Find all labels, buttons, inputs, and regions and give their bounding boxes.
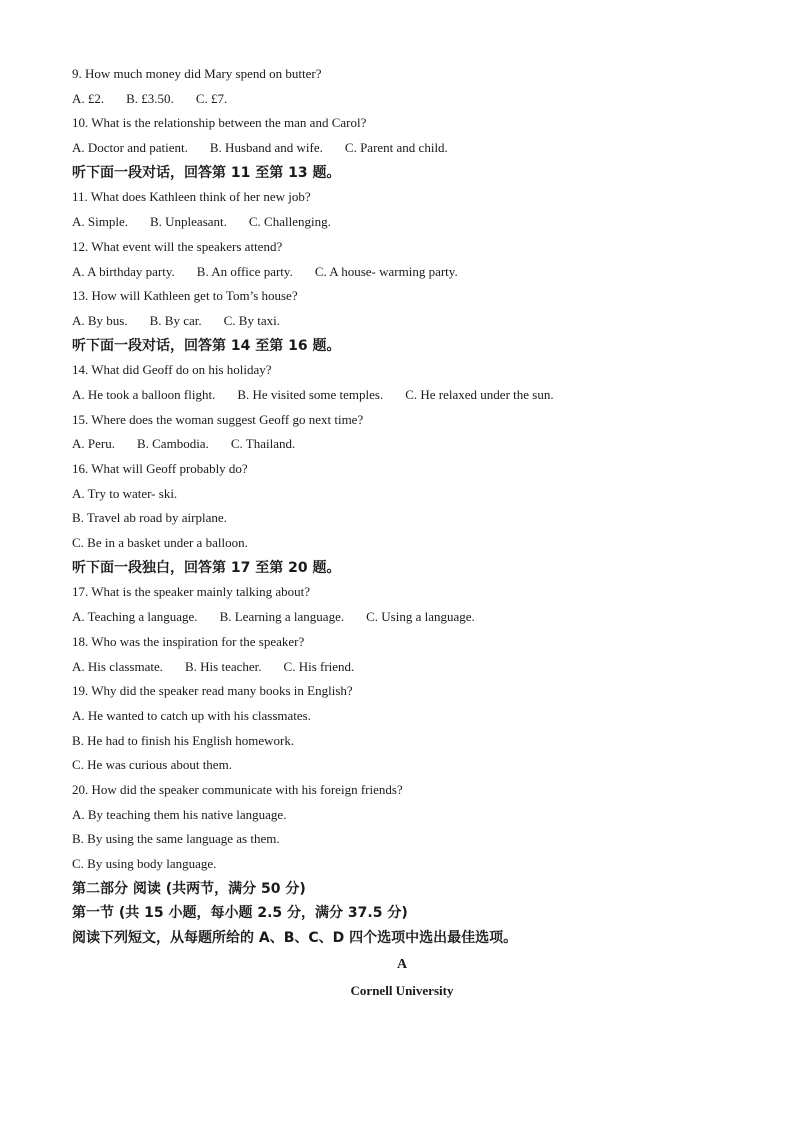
option: C. His friend. <box>283 658 355 674</box>
question-9: 9. How much money did Mary spend on butter? <box>72 66 322 81</box>
passage-title: Cornell University <box>350 983 454 999</box>
option: C. £7. <box>195 90 228 106</box>
option: B. He visited some temples. <box>237 386 384 402</box>
document-page <box>72 62 732 1004</box>
option: A. By teaching them his native language. <box>72 806 287 822</box>
option: B. Cambodia. <box>136 436 209 452</box>
options-12 <box>72 260 732 285</box>
option: C. He relaxed under the sun. <box>405 386 554 402</box>
option: A. His classmate. <box>72 658 163 674</box>
option: A. He wanted to catch up with his classmates. <box>72 707 311 723</box>
option: C. By taxi. <box>223 312 280 328</box>
options-9 <box>72 87 732 112</box>
options-17 <box>72 605 732 630</box>
option: B. He had to finish his English homework. <box>72 732 295 748</box>
passage-letter: A <box>396 956 408 972</box>
option: A. A birthday party. <box>72 263 175 279</box>
option: B. By car. <box>149 312 202 328</box>
options-10 <box>72 136 732 161</box>
option: C. Thailand. <box>230 436 296 452</box>
question-12: 12. What event will the speakers attend? <box>72 238 283 254</box>
option: A. Peru. <box>72 436 115 452</box>
question-13: 13. How will Kathleen get to Tom’s house? <box>72 288 298 304</box>
option: B. Husband and wife. <box>209 140 323 156</box>
option: C. Challenging. <box>248 214 331 230</box>
option: C. Be in a basket under a balloon. <box>72 535 248 551</box>
section-heading: 听下面一段对话，回答第 11 至第 13 题。 <box>72 164 341 181</box>
option: A. Simple. <box>72 214 128 230</box>
question-20: 20. How did the speaker communicate with his foreign friends? <box>72 781 403 797</box>
option: B. By using the same language as them. <box>72 831 280 847</box>
part-title: 第二部分 阅读 (共两节，满分 50 分) <box>72 880 306 897</box>
option: C. Using a language. <box>366 609 475 625</box>
question-16: 16. What will Geoff probably do? <box>72 461 248 476</box>
option: B. Learning a language. <box>219 609 345 625</box>
option: A. He took a balloon flight. <box>72 386 216 402</box>
options-11 <box>72 210 732 235</box>
question-10: 10. What is the relationship between the man and Carol? <box>72 115 367 131</box>
option: B. Unpleasant. <box>149 214 227 230</box>
section-heading: 听下面一段独白，回答第 17 至第 20 题。 <box>72 559 341 576</box>
option: B. His teacher. <box>184 658 262 674</box>
option: B. Travel ab road by airplane. <box>72 510 227 526</box>
section-title: 第一节 (共 15 小题，每小题 2.5 分，满分 37.5 分) <box>72 905 408 922</box>
question-19: 19. Why did the speaker read many books in English? <box>72 683 353 699</box>
question-11: 11. What does Kathleen think of her new job? <box>72 189 311 205</box>
question-17: 17. What is the speaker mainly talking about? <box>72 584 311 600</box>
option: B. £3.50. <box>126 90 174 106</box>
option: C. Parent and child. <box>344 140 448 156</box>
option: A. Try to water- ski. <box>72 485 178 501</box>
option: A. Doctor and patient. <box>72 140 188 156</box>
option: C. By using body language. <box>72 856 217 871</box>
instructions: 阅读下列短文，从每题所给的 A、B、C、D 四个选项中选出最佳选项。 <box>72 930 518 947</box>
question-15: 15. Where does the woman suggest Geoff go next time? <box>72 411 364 427</box>
question-18: 18. Who was the inspiration for the speaker? <box>72 633 305 649</box>
options-18 <box>72 655 732 680</box>
section-heading: 听下面一段对话，回答第 14 至第 16 题。 <box>72 337 341 354</box>
option: C. He was curious about them. <box>72 757 232 773</box>
options-15 <box>72 432 732 457</box>
option: A. Teaching a language. <box>72 609 198 625</box>
option: B. An office party. <box>196 263 293 279</box>
option: A. By bus. <box>72 312 128 328</box>
options-13 <box>72 309 732 334</box>
options-14 <box>72 383 732 408</box>
option: A. £2. <box>72 90 105 106</box>
option: C. A house- warming party. <box>314 263 458 279</box>
question-14: 14. What did Geoff do on his holiday? <box>72 362 272 378</box>
